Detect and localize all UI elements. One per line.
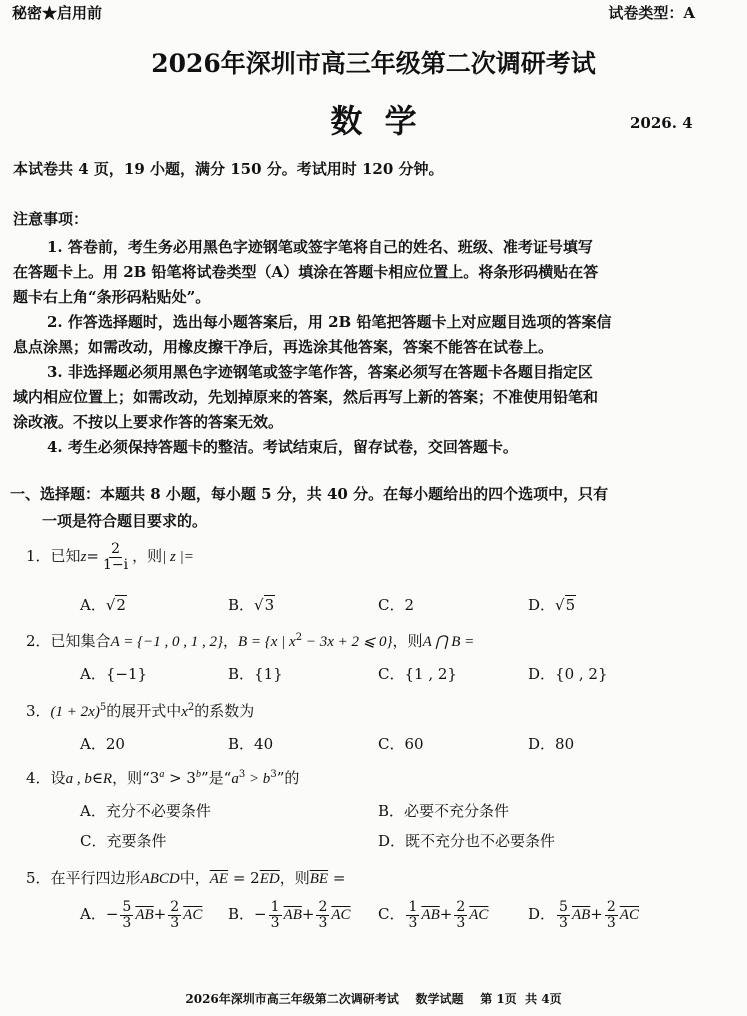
option-c: C．60 — [378, 735, 424, 753]
subject-title: 数 学 — [330, 102, 417, 140]
option-a: A．充分不必要条件 — [80, 802, 211, 820]
paper-type-label: 试卷类型：A — [608, 4, 695, 22]
option-a: A．− $\frac{5}{3}$ $\overline{AB}+$ $\frac{2}{3}$ $\overline{AC}$ — [80, 899, 203, 931]
notice-line: 3. 非选择题必须用黑色字迹钢笔或签字笔作答，答案必须写在答题卡各题目指定区 — [47, 363, 593, 381]
notice-line: 4. 考生必须保持答题卡的整洁。考试结束后，留存试卷，交回答题卡。 — [47, 438, 518, 456]
option-b: B．必要不充分条件 — [378, 802, 510, 820]
question-number: 1． — [26, 547, 51, 566]
option-a: A．20 — [80, 735, 125, 753]
exam-summary: 本试卷共 4 页，19 小题，满分 150 分。考试用时 120 分钟。 — [13, 160, 444, 178]
notice-line: 题卡右上角“条形码粘贴处”。 — [13, 288, 211, 306]
sqrt-icon: √ — [105, 596, 116, 614]
option-b: B．40 — [228, 735, 274, 753]
notice-line: 1. 答卷前，考生务必用黑色字迹钢笔或签字笔将自己的姓名、班级、准考证号填写 — [47, 238, 593, 256]
sqrt-icon: √ — [555, 596, 565, 614]
option-d: D．√5 — [528, 596, 576, 614]
question-2: 2．已知集合A = {−1 , 0 , 1 , 2}，B = {x | $x^2 - 3x + 2$ ⩽ 0}，则A ⋂ B = — [26, 632, 475, 650]
option-b: B．√3 — [228, 596, 275, 614]
option-d: D．{0 , 2} — [528, 665, 608, 683]
fraction: $\frac{2}{1-i}$ — [102, 541, 129, 573]
confidential-label: 秘密★启用前 — [12, 4, 103, 22]
notice-line: 在答题卡上。用 2B 铅笔将试卷类型（A）填涂在答题卡相应位置上。将条形码横贴在答 — [13, 263, 599, 281]
page-footer: 2026年深圳市高三年级第二次调研考试 数学试题 第 1页 共 4页 — [185, 992, 562, 1006]
option-c: C．{1 , 2} — [378, 665, 457, 683]
notice-line: 息点涂黑；如需改动，用橡皮擦干净后，再选涂其他答案，答案不能答在试卷上。 — [13, 338, 554, 356]
option-c: C． $\frac{1}{3}$ $\overline{AB}+$ $\frac{2}{3}$ $\overline{AC}$ — [378, 899, 489, 931]
section-heading-cont: 一项是符合题目要求的。 — [42, 512, 208, 530]
option-a: A．√2 — [80, 596, 126, 614]
option-c: C．充要条件 — [80, 832, 167, 850]
option-c: C．2 — [378, 596, 415, 614]
option-d: D． $\frac{5}{3}$ $\overline{AB}+$ $\frac{2}{3}$ $\overline{AC}$ — [528, 899, 639, 931]
exam-title: 2026年深圳市高三年级第二次调研考试 — [151, 49, 596, 78]
notice-line: 2. 作答选择题时，选出每小题答案后，用 2B 铅笔把答题卡上对应题目选项的答案信 — [47, 313, 612, 331]
notice-line: 涂改液。不按以上要求作答的答案无效。 — [13, 413, 284, 431]
option-a: A．{−1} — [80, 665, 148, 683]
question-1: 1．已知z= $\frac{2}{1-i}$ ，则| z |= — [26, 541, 194, 573]
exam-date: 2026. 4 — [630, 114, 693, 132]
sqrt-icon: √ — [254, 596, 264, 614]
notice-heading: 注意事项： — [13, 210, 89, 228]
question-3: 3．$(1 + 2x)^5$的展开式中$x^2$的系数为 — [26, 702, 255, 720]
option-b: B．{1} — [228, 665, 283, 683]
notice-line: 域内相应位置上；如需改动，先划掉原来的答案，然后再写上新的答案；不准使用铅笔和 — [13, 388, 599, 406]
option-d: D．80 — [528, 735, 575, 753]
option-d: D．既不充分也不必要条件 — [378, 832, 556, 850]
option-b: B．− $\frac{1}{3}$ $\overline{AB}+$ $\frac{2}{3}$ $\overline{AC}$ — [228, 899, 351, 931]
question-4: 4．设a , b∈R，则“$3^a > 3^b$”是“$a^3 > b^3$”的 — [26, 769, 300, 787]
section-heading: 一、选择题：本题共 8 小题，每小题 5 分，共 40 分。在每小题给出的四个选项中，只有 — [10, 485, 609, 503]
question-5: 5．在平行四边形ABCD中，$\overline{AE} = 2\overline{ED}$，则$\overline{BE}$ = — [26, 869, 346, 887]
